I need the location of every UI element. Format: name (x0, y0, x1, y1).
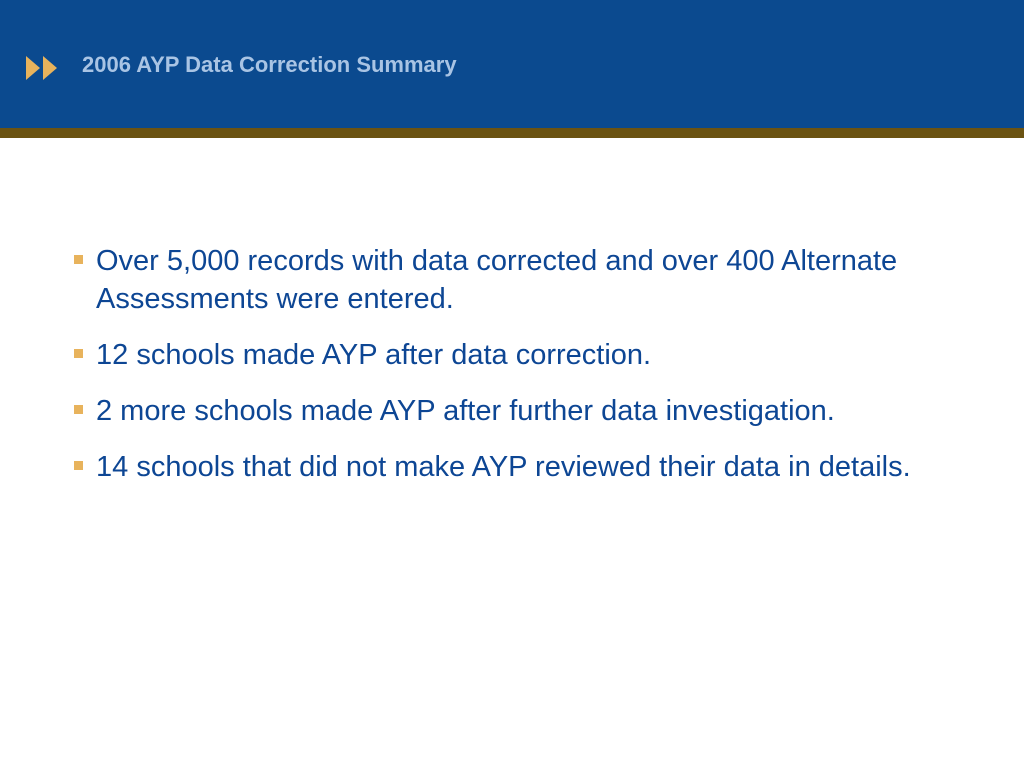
bullet-text: 12 schools made AYP after data correction. (96, 339, 652, 371)
bullet-text: 2 more schools made AYP after further data investigation. (96, 395, 835, 427)
bullet-list (72, 242, 992, 504)
bullet-item (72, 242, 992, 318)
square-bullet-icon (74, 405, 83, 414)
bullet-item (72, 336, 992, 374)
square-bullet-icon (74, 349, 83, 358)
bullet-text: Over 5,000 records with data corrected and over 400 Alternate Assessments were entered. (96, 245, 898, 315)
bullet-item (72, 448, 992, 486)
double-chevron-right-icon (26, 56, 60, 80)
bullet-item (72, 392, 992, 430)
bullet-text: 14 schools that did not make AYP reviewed their data in details. (96, 451, 911, 483)
title-bar (0, 0, 1024, 128)
square-bullet-icon (74, 255, 83, 264)
slide-title: 2006 AYP Data Correction Summary (82, 52, 457, 77)
square-bullet-icon (74, 461, 83, 470)
header-divider (0, 128, 1024, 138)
